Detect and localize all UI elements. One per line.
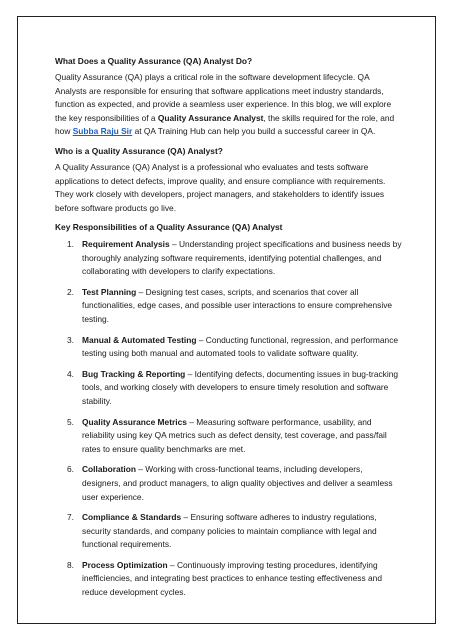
item-title: Bug Tracking & Reporting bbox=[82, 368, 186, 379]
section-heading-what-does: What Does a Quality Assurance (QA) Analyst Do? bbox=[55, 56, 253, 66]
who-line: applications to detect defects, improve quality, and ensure compliance with requirements. bbox=[55, 175, 386, 186]
item-title: Test Planning bbox=[82, 286, 137, 297]
item-title: Requirement Analysis bbox=[82, 239, 170, 249]
responsibilities-list bbox=[55, 238, 400, 600]
list-item bbox=[55, 463, 400, 504]
intro-line: function as expected, and provide a seamless user experience. In this blog, we will explore bbox=[55, 99, 392, 110]
list-number: 3. bbox=[67, 334, 74, 345]
item-line: rates to ensure quality benchmarks are met. bbox=[82, 443, 246, 454]
item-line bbox=[82, 463, 400, 477]
intro-line: Quality Assurance (QA) plays a critical role in the software development lifecycle. QA bbox=[55, 72, 370, 82]
list-number: 7. bbox=[67, 512, 74, 523]
item-line: designers, and product managers, to align quality objectives and deliver a seamless bbox=[82, 477, 393, 488]
item-line: tools, and working closely with developers to ensure timely resolution and software bbox=[82, 382, 389, 393]
list-number: 1. bbox=[67, 239, 74, 249]
item-text: – Continuously improving testing procedures, identifying bbox=[167, 559, 378, 570]
list-item bbox=[55, 511, 400, 552]
intro-text: how bbox=[55, 126, 73, 137]
item-line: thoroughly analyzing software requirements, identifying potential challenges, and bbox=[82, 252, 382, 263]
intro-line bbox=[55, 125, 400, 139]
item-title: Quality Assurance Metrics bbox=[82, 416, 187, 427]
list-number: 6. bbox=[67, 464, 74, 475]
list-number: 2. bbox=[67, 286, 74, 297]
item-text: – Working with cross-functional teams, including developers, bbox=[135, 464, 363, 475]
item-line bbox=[82, 334, 400, 348]
item-line bbox=[82, 416, 400, 430]
item-line: functional requirements. bbox=[82, 539, 172, 550]
item-text: – Conducting functional, regression, and performance bbox=[196, 334, 399, 345]
subba-raju-link[interactable]: Subba Raju Sir bbox=[72, 126, 133, 137]
item-text: – Understanding project specifications and business needs by bbox=[169, 239, 402, 249]
item-line: stability. bbox=[82, 395, 112, 406]
item-line: inefficiencies, and integrating best practices to enhance testing effectiveness and bbox=[82, 573, 382, 584]
list-item bbox=[55, 368, 400, 409]
item-line: collaborating with developers to clarify expectations. bbox=[82, 266, 276, 277]
item-line bbox=[82, 286, 400, 300]
list-number: 4. bbox=[67, 368, 74, 379]
item-line: security standards, and company policies to maintain compliance with legal and bbox=[82, 525, 377, 536]
list-number: 8. bbox=[67, 559, 74, 570]
item-title: Manual & Automated Testing bbox=[82, 334, 197, 345]
intro-line bbox=[55, 112, 400, 126]
item-title: Compliance & Standards bbox=[82, 512, 182, 523]
intro-text: , the skills required for the role, and bbox=[263, 112, 395, 123]
who-line: A Quality Assurance (QA) Analyst is a professional who evaluates and tests software bbox=[55, 162, 369, 172]
item-line: functionalities, edge cases, and possible user interactions to ensure comprehensive bbox=[82, 300, 393, 311]
intro-text: at QA Training Hub can help you build a successful career in QA. bbox=[132, 126, 376, 137]
item-line: user experience. bbox=[82, 491, 144, 502]
section-heading-who-is: Who is a Quality Assurance (QA) Analyst? bbox=[55, 146, 223, 156]
item-text: – Designing test cases, scripts, and scenarios that cover all bbox=[136, 286, 359, 297]
who-paragraph bbox=[55, 161, 400, 215]
intro-paragraph bbox=[55, 71, 400, 139]
item-line: testing. bbox=[82, 313, 110, 324]
item-line bbox=[82, 238, 400, 252]
who-line: before software products go live. bbox=[55, 202, 177, 213]
item-line: reliability using key QA metrics such as defect density, test coverage, and pass/fail bbox=[82, 430, 387, 441]
item-text: – Identifying defects, documenting issues in bug-tracking bbox=[185, 368, 399, 379]
item-text: – Measuring software performance, usability, and bbox=[186, 416, 372, 427]
bold-term: Quality Assurance Analyst bbox=[157, 112, 264, 123]
section-heading-responsibilities: Key Responsibilities of a Quality Assurance (QA) Analyst bbox=[55, 222, 283, 232]
item-title: Collaboration bbox=[82, 464, 136, 475]
list-item bbox=[55, 238, 400, 279]
item-line: reduce development cycles. bbox=[82, 587, 186, 598]
item-line bbox=[82, 559, 400, 573]
intro-text: the key responsibilities of a bbox=[55, 112, 158, 123]
item-title: Process Optimization bbox=[82, 559, 168, 570]
list-item bbox=[55, 286, 400, 327]
intro-line: Analysts are responsible for ensuring that software applications meet industry standards, bbox=[55, 85, 384, 96]
item-line bbox=[82, 368, 400, 382]
list-item bbox=[55, 416, 400, 457]
list-item bbox=[55, 334, 400, 361]
list-number: 5. bbox=[67, 416, 74, 427]
list-item bbox=[55, 559, 400, 600]
who-line: They work closely with developers, project managers, and stakeholders to identify issues bbox=[55, 189, 385, 200]
item-line bbox=[82, 511, 400, 525]
item-text: – Ensuring software adheres to industry regulations, bbox=[181, 512, 377, 523]
item-line: testing using both manual and automated tools to validate software quality. bbox=[82, 348, 359, 359]
